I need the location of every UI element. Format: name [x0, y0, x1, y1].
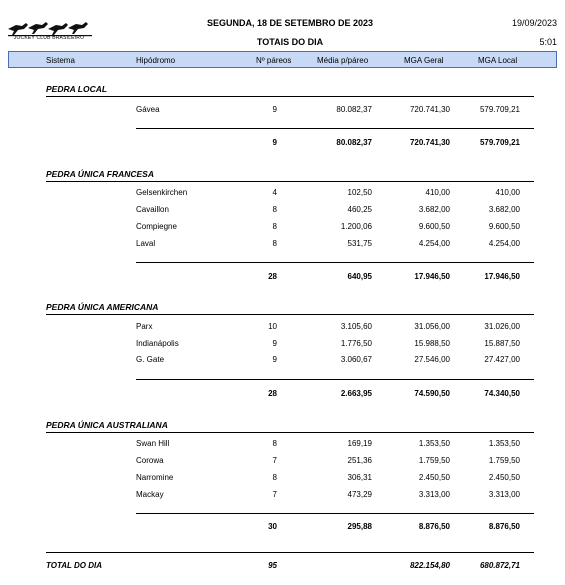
- cell-mga-local: 27.427,00: [484, 355, 520, 364]
- subtotal-divider: [136, 262, 534, 263]
- cell-hipodromo: G. Gate: [136, 355, 165, 364]
- cell-hipodromo: Cavaillon: [136, 205, 169, 214]
- total-mga-geral: 17.946,50: [414, 272, 450, 281]
- logo-caption: JOCKEY CLUB BRASILEIRO: [13, 35, 85, 41]
- grand-total-label: TOTAL DO DIA: [46, 561, 102, 570]
- total-media: 640,95: [347, 272, 372, 281]
- cell-mga-local: 15.887,50: [484, 339, 520, 348]
- cell-hipodromo: Mackay: [136, 490, 164, 499]
- cell-mga-local: 3.313,00: [488, 490, 520, 499]
- cell-pareos: 7: [272, 490, 277, 499]
- cell-media: 102,50: [347, 188, 372, 197]
- cell-media: 169,19: [347, 439, 372, 448]
- col-sistema: Sistema: [46, 56, 75, 65]
- column-header-bar: [8, 51, 557, 68]
- cell-pareos: 8: [272, 239, 277, 248]
- cell-media: 1.200,06: [340, 222, 372, 231]
- report-subtitle: TOTAIS DO DIA: [256, 37, 324, 47]
- cell-pareos: 9: [272, 355, 277, 364]
- col-media: Média p/páreo: [317, 56, 369, 65]
- cell-media: 80.082,37: [336, 105, 372, 114]
- cell-mga-geral: 3.313,00: [418, 490, 450, 499]
- cell-hipodromo: Parx: [136, 322, 153, 331]
- section-title: PEDRA ÚNICA AUSTRALIANA: [46, 420, 168, 430]
- total-media: 80.082,37: [336, 138, 372, 147]
- cell-mga-geral: 27.546,00: [414, 355, 450, 364]
- total-mga-geral: 74.590,50: [414, 389, 450, 398]
- cell-pareos: 4: [272, 188, 277, 197]
- cell-hipodromo: Laval: [136, 239, 156, 248]
- section-title: PEDRA LOCAL: [46, 84, 108, 94]
- total-pareos: 28: [268, 389, 277, 398]
- cell-mga-geral: 4.254,00: [418, 239, 450, 248]
- total-mga-geral: 720.741,30: [409, 138, 450, 147]
- cell-mga-geral: 1.353,50: [418, 439, 450, 448]
- cell-pareos: 8: [272, 205, 277, 214]
- cell-mga-geral: 2.450,50: [418, 473, 450, 482]
- col-mga-local: MGA Local: [478, 56, 518, 65]
- section-divider: [46, 96, 534, 97]
- total-pareos: 9: [272, 138, 277, 147]
- grand-total-divider: [46, 552, 534, 553]
- cell-media: 473,29: [347, 490, 372, 499]
- cell-media: 1.776,50: [340, 339, 372, 348]
- cell-pareos: 8: [272, 473, 277, 482]
- total-pareos: 30: [268, 522, 277, 531]
- grand-total-pareos: 95: [268, 561, 277, 570]
- cell-mga-geral: 9.600,50: [418, 222, 450, 231]
- cell-media: 306,31: [347, 473, 372, 482]
- cell-hipodromo: Compiegne: [136, 222, 177, 231]
- total-mga-local: 17.946,50: [484, 272, 520, 281]
- cell-media: 251,36: [347, 456, 372, 465]
- total-mga-local: 8.876,50: [488, 522, 520, 531]
- col-mga-geral: MGA Geral: [404, 56, 444, 65]
- cell-mga-geral: 3.682,00: [418, 205, 450, 214]
- total-mga-geral: 8.876,50: [418, 522, 450, 531]
- cell-pareos: 10: [268, 322, 277, 331]
- cell-mga-geral: 720.741,30: [409, 105, 450, 114]
- section-title: PEDRA ÚNICA AMERICANA: [46, 302, 159, 312]
- subtotal-divider: [136, 379, 534, 380]
- cell-pareos: 9: [272, 105, 277, 114]
- total-mga-local: 579.709,21: [479, 138, 520, 147]
- cell-mga-local: 1.353,50: [488, 439, 520, 448]
- cell-hipodromo: Indianápolis: [136, 339, 179, 348]
- cell-media: 531,75: [347, 239, 372, 248]
- subtotal-divider: [136, 513, 534, 514]
- cell-media: 3.060,67: [340, 355, 372, 364]
- cell-mga-local: 579.709,21: [479, 105, 520, 114]
- grand-total-mga-geral: 822.154,80: [409, 561, 450, 570]
- cell-mga-local: 1.759,50: [488, 456, 520, 465]
- cell-mga-local: 9.600,50: [488, 222, 520, 231]
- cell-mga-geral: 410,00: [425, 188, 450, 197]
- cell-mga-local: 3.682,00: [488, 205, 520, 214]
- total-pareos: 28: [268, 272, 277, 281]
- cell-mga-local: 31.026,00: [484, 322, 520, 331]
- cell-mga-geral: 1.759,50: [418, 456, 450, 465]
- cell-hipodromo: Gelsenkirchen: [136, 188, 188, 197]
- total-media: 2.663,95: [340, 389, 372, 398]
- report-time: 5:01: [539, 37, 557, 47]
- cell-pareos: 7: [272, 456, 277, 465]
- cell-pareos: 9: [272, 339, 277, 348]
- grand-total-mga-local: 680.872,71: [479, 561, 520, 570]
- cell-hipodromo: Corowa: [136, 456, 164, 465]
- section-title: PEDRA ÚNICA FRANCESA: [46, 169, 154, 179]
- section-divider: [46, 181, 534, 182]
- total-mga-local: 74.340,50: [484, 389, 520, 398]
- cell-media: 3.105,60: [340, 322, 372, 331]
- report-title: SEGUNDA, 18 DE SETEMBRO DE 2023: [206, 18, 374, 28]
- col-hipodromo: Hipódromo: [136, 56, 176, 65]
- cell-mga-local: 2.450,50: [488, 473, 520, 482]
- col-pareos: Nº páreos: [256, 56, 292, 65]
- cell-hipodromo: Narromine: [136, 473, 174, 482]
- cell-mga-local: 4.254,00: [488, 239, 520, 248]
- subtotal-divider: [136, 128, 534, 129]
- total-media: 295,88: [347, 522, 372, 531]
- cell-mga-geral: 15.988,50: [414, 339, 450, 348]
- section-divider: [46, 314, 534, 315]
- cell-mga-local: 410,00: [495, 188, 520, 197]
- cell-media: 460,25: [347, 205, 372, 214]
- cell-pareos: 8: [272, 439, 277, 448]
- section-divider: [46, 432, 534, 433]
- cell-hipodromo: Swan Hill: [136, 439, 170, 448]
- cell-pareos: 8: [272, 222, 277, 231]
- cell-mga-geral: 31.056,00: [414, 322, 450, 331]
- cell-hipodromo: Gávea: [136, 105, 160, 114]
- report-date: 19/09/2023: [511, 18, 557, 28]
